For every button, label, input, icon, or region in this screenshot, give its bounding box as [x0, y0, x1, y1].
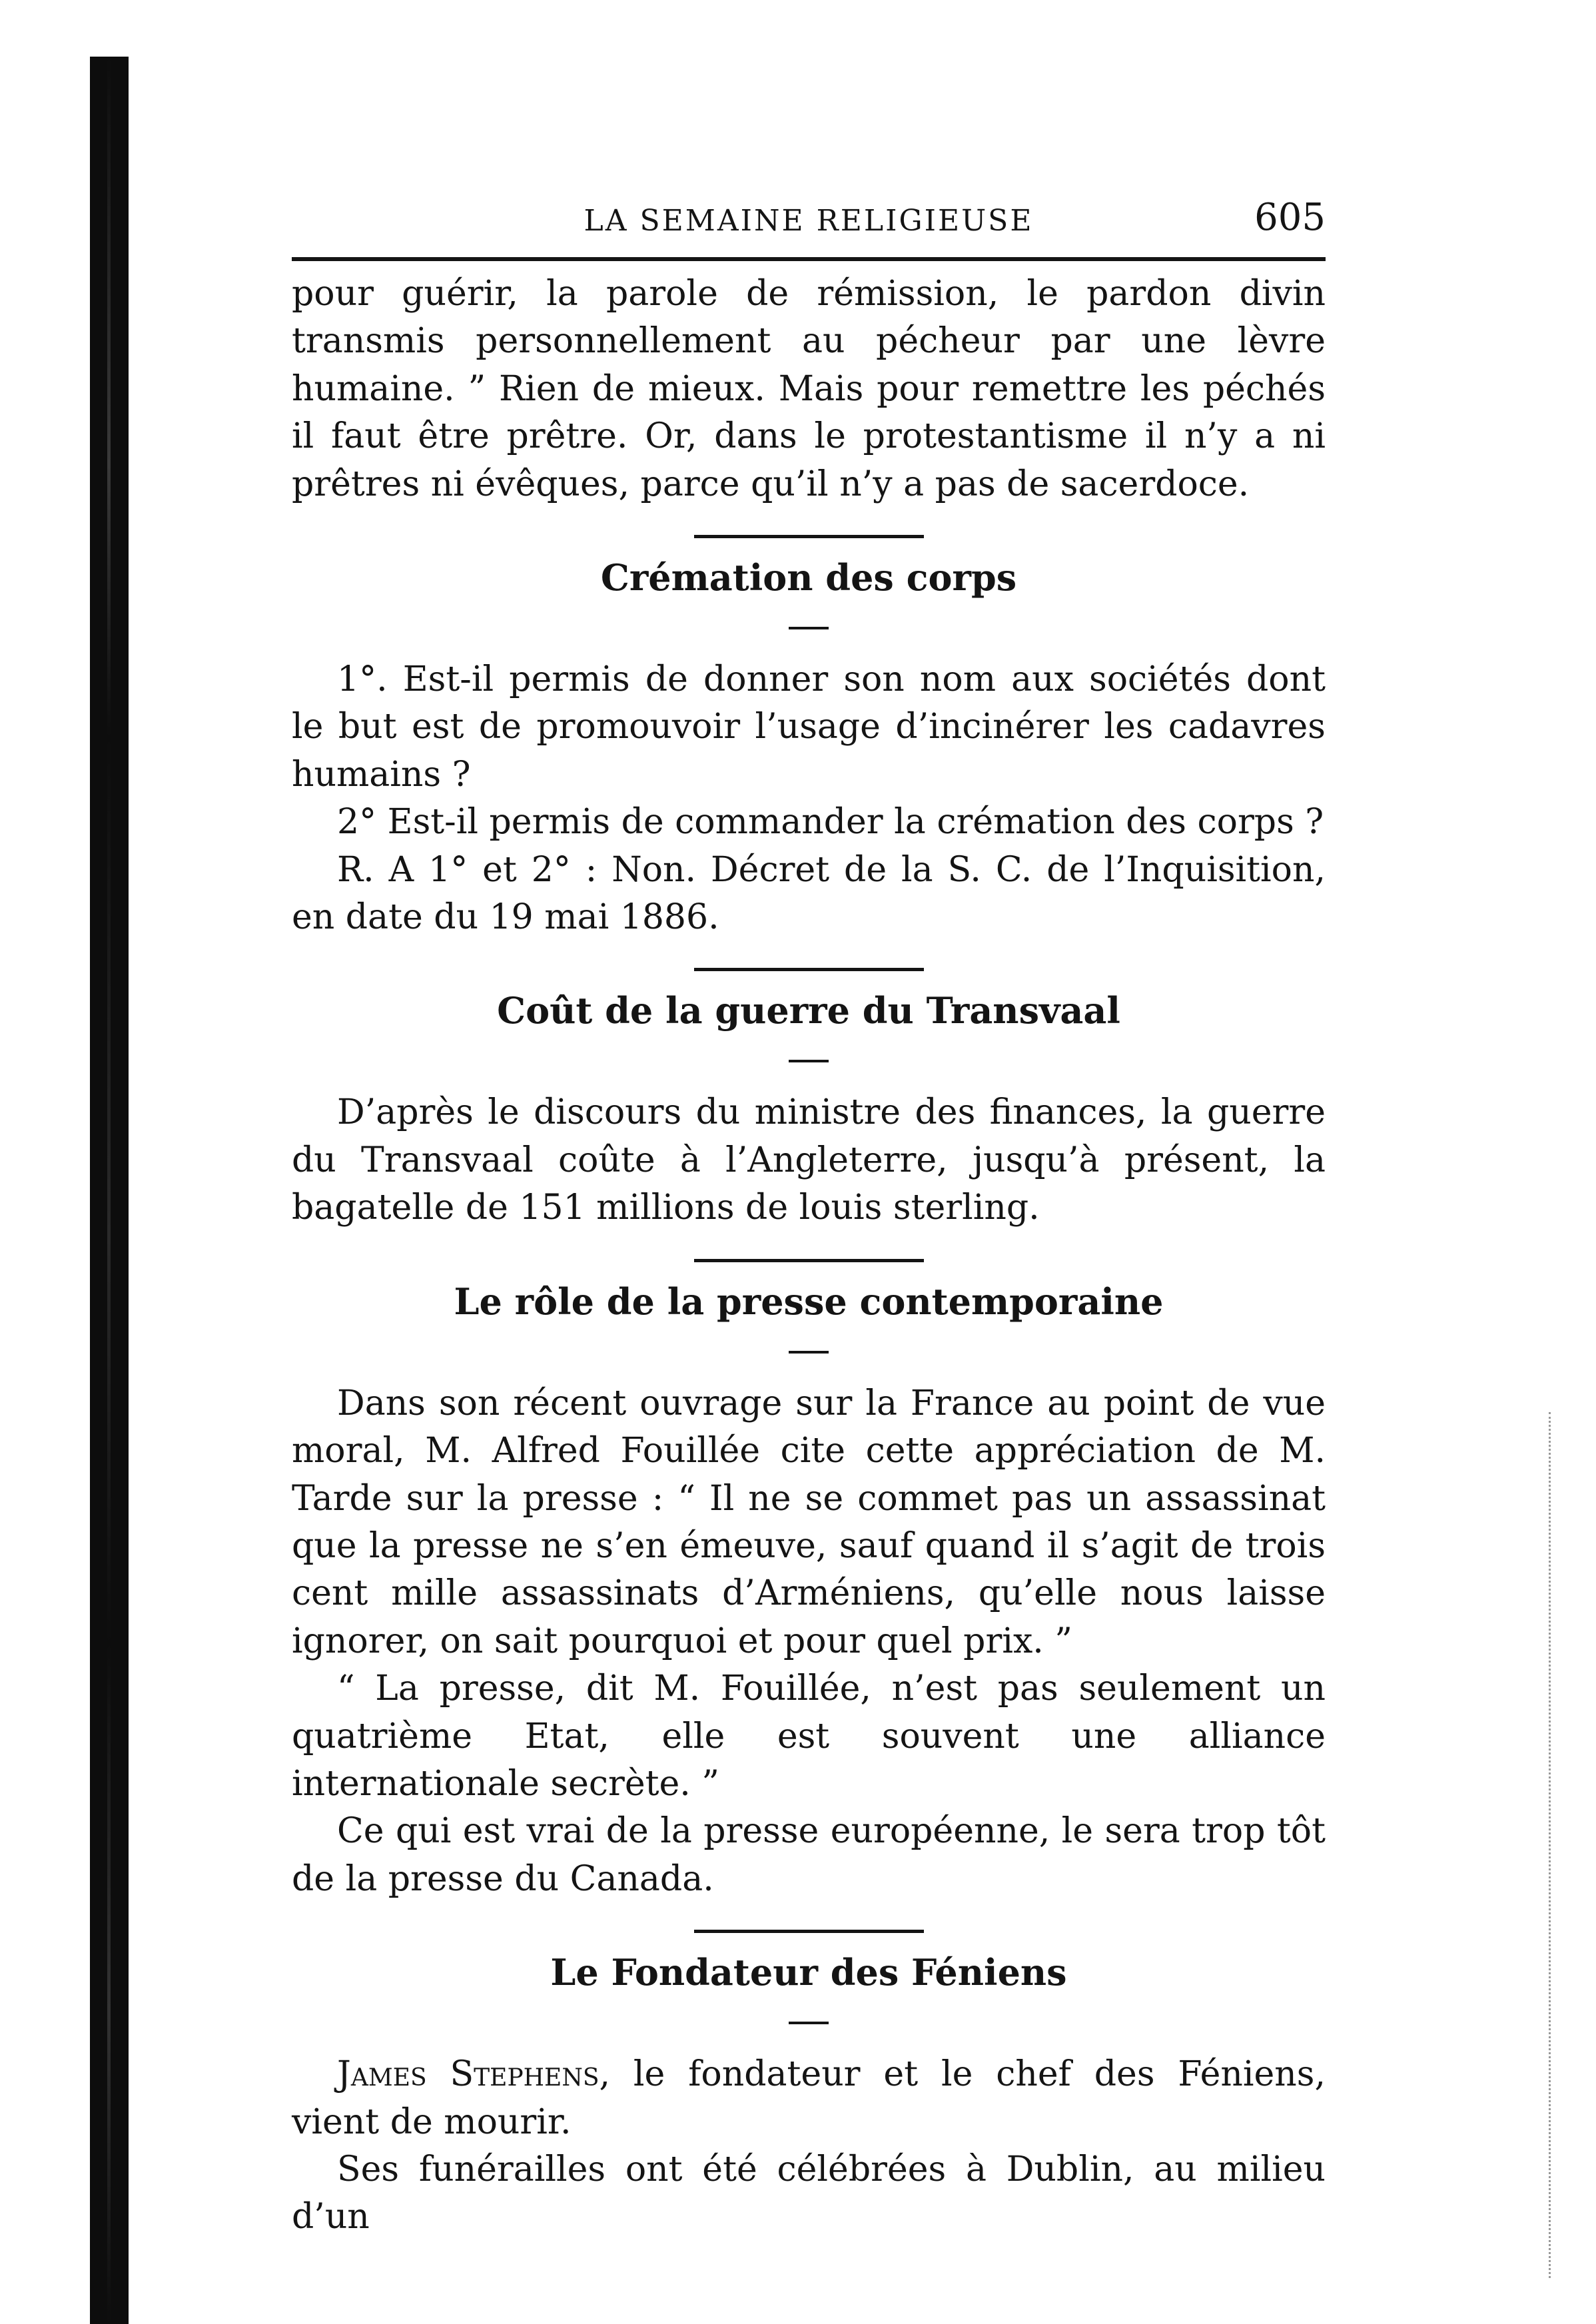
- paragraph: [292, 2051, 1326, 2146]
- paragraph-text: , le fondateur et le chef des Féniens, vient de mourir.: [292, 2054, 1326, 2142]
- title-dash: [789, 1060, 829, 1062]
- person-name: James Stephens: [337, 2054, 599, 2095]
- paragraph: 1°. Est-il permis de donner son nom aux sociétés dont le but est de promouvoir l’usage d’incinérer les cadavres humains ?: [292, 659, 1326, 795]
- page-number: 605: [1254, 196, 1326, 239]
- paragraph: R. A 1° et 2° : Non. Décret de la S. C. de l’Inquisition, en date du 19 mai 1886.: [292, 849, 1326, 938]
- section-title-presse: Le rôle de la presse contemporaine: [454, 1280, 1164, 1323]
- running-title: LA SEMAINE RELIGIEUSE: [584, 204, 1034, 238]
- section-title-cremation: Crémation des corps: [600, 556, 1017, 599]
- title-dash: [789, 2022, 829, 2024]
- page-header: [292, 193, 1326, 261]
- intro-paragraph: pour guérir, la parole de rémission, le pardon divin transmis personnellement au pécheur par une lèvre humaine. ” Rien de mieux. Mais pour remettre les péchés il faut être prêtre. Or, dans le protestantisme il n’y a ni prêtres ni évêques, parce qu’il n’y a pas de sacerdoce.: [292, 274, 1326, 504]
- paragraph: Ce qui est vrai de la presse européenne, le sera trop tôt de la presse du Canada.: [292, 1811, 1326, 1899]
- paragraph: “ La presse, dit M. Fouillée, n’est pas seulement un quatrième Etat, elle est souvent une alliance internationale secrète. ”: [292, 1669, 1326, 1804]
- section-title-transvaal: Coût de la guerre du Transvaal: [497, 989, 1120, 1032]
- paragraph: 2° Est-il permis de commander la crémation des corps ?: [337, 802, 1324, 843]
- paragraph: Dans son récent ouvrage sur la France au point de vue moral, M. Alfred Fouillée cite cette appréciation de M. Tarde sur la presse : “ Il ne se commet pas un assassinat que la presse ne s’en émeuve, sauf quand il s’agit de trois cent mille assassinats d’Arméniens, qu’elle nous laisse ignorer, on sait pourquoi et pour quel prix. ”: [292, 1383, 1326, 1661]
- section-divider: [694, 1930, 924, 1933]
- book-binding-edge: [90, 57, 129, 2324]
- margin-speckles: [1549, 1412, 1556, 2278]
- paragraph: Ses funérailles ont été célébrées à Dublin, au milieu d’un: [292, 2149, 1326, 2237]
- title-dash: [789, 627, 829, 629]
- section-divider: [694, 535, 924, 538]
- paragraph: D’après le discours du ministre des finances, la guerre du Transvaal coûte à l’Angleterre, jusqu’à présent, la bagatelle de 151 millions de louis sterling.: [292, 1092, 1326, 1228]
- page-body: [292, 270, 1326, 2241]
- title-dash: [789, 1351, 829, 1354]
- page: [292, 193, 1326, 2241]
- section-divider: [694, 968, 924, 971]
- section-title-feniens: Le Fondateur des Féniens: [550, 1951, 1067, 1994]
- section-divider: [694, 1259, 924, 1262]
